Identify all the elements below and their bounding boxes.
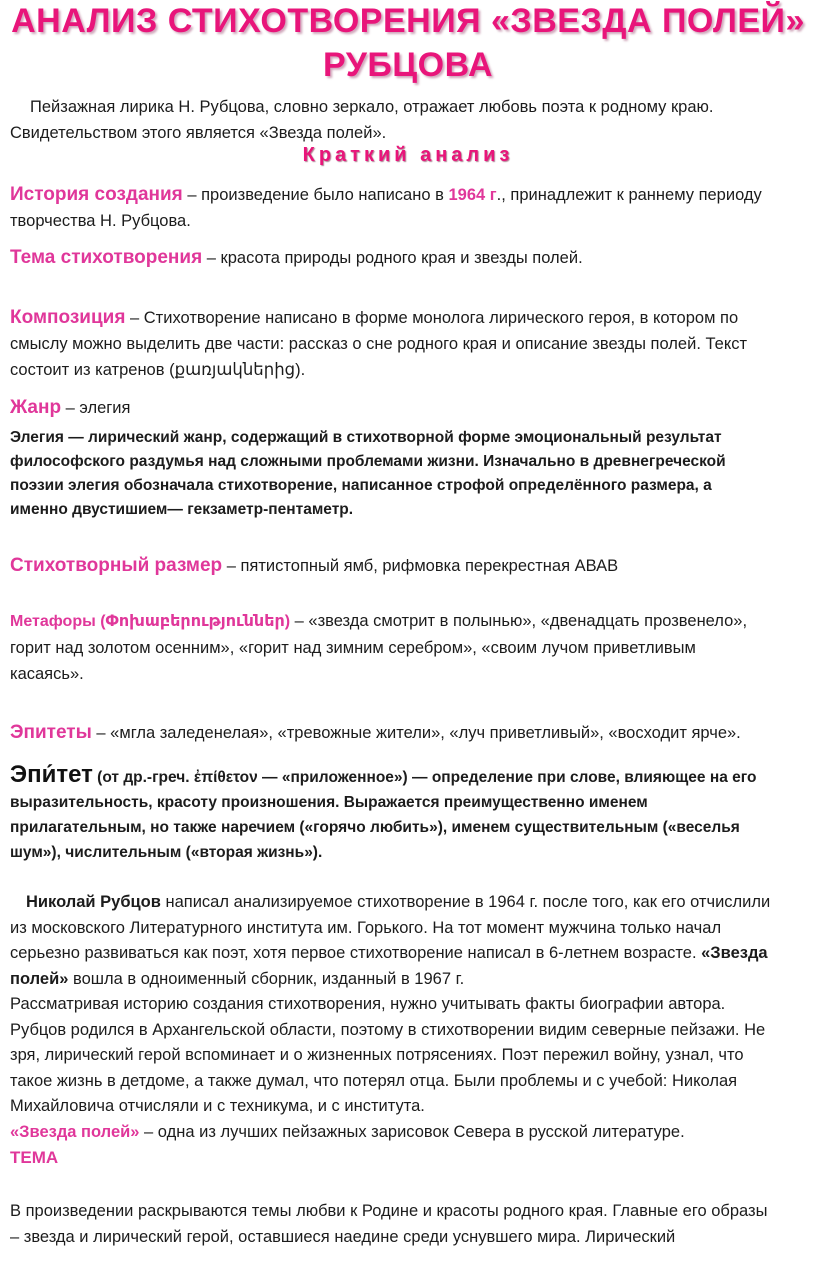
title-line-1: АНАЛИЗ СТИХОТВОРЕНИЯ «ЗВЕЗДА ПОЛЕЙ»: [11, 2, 805, 40]
meter-label: Стихотворный размер: [10, 555, 223, 576]
meter-text: – пятистопный ямб, рифмовка перекрестная АВАВ: [222, 557, 619, 575]
history-line-2: творчества Н. Рубцова.: [10, 212, 191, 230]
history-text-b: ., принадлежит к раннему периоду: [496, 186, 762, 204]
story-line-5: Рассматривая историю создания стихотворения, нужно учитывать факты биографии автора.: [10, 995, 726, 1013]
theme-text: – красота природы родного края и звезды полей.: [202, 249, 583, 267]
epithet-line-3: прилагательным, но также наречием («горячо любить»), именем существительным («веселья: [10, 819, 740, 836]
closing-line-1: В произведении раскрываются темы любви к Родине и красоты родного края. Главные его образы: [10, 1202, 768, 1220]
metaphors-section: [10, 608, 815, 687]
epithets-label: Эпитеты: [10, 722, 92, 743]
story-line-4a: полей»: [10, 969, 69, 988]
composition-line-1: – Стихотворение написано в форме монолога лирического героя, в котором по: [125, 309, 739, 327]
story-line-6: Рубцов родился в Архангельской области, поэтому в стихотворении видим северные пейзажи. Не: [10, 1020, 766, 1039]
epithet-definition: [10, 762, 815, 865]
story-line-2: из московского Литературного института им. Горького. На тот момент мужчина только начал: [10, 918, 722, 937]
story-line-7: зря, лирический герой вспоминает и о жизненных потрясениях. Поэт пережил войну, узнал, что: [10, 1046, 744, 1064]
story-line-3b: «Звезда: [701, 944, 768, 962]
theme-label: Тема стихотворения: [10, 247, 203, 268]
epithet-line-1: (от др.-греч. ἐπίθετον — «приложенное») — определение при слове, влияющее на его: [92, 769, 757, 786]
elegy-definition: [10, 426, 815, 522]
title-line-2: РУБЦОВА: [322, 46, 493, 84]
history-text-a: – произведение было написано в: [182, 186, 449, 204]
story-author: Николай Рубцов: [26, 893, 161, 911]
epithet-line-4: шум»), числительным («вторая жизнь»).: [10, 844, 323, 861]
elegy-term: Элегия: [10, 429, 64, 446]
intro-line-2: Свидетельством этого является «Звезда полей».: [10, 124, 387, 142]
composition-section: [10, 305, 815, 383]
story-paragraph: [10, 890, 815, 1145]
composition-line-3: состоит из катренов (քառյակներից).: [10, 361, 306, 379]
meter-section: [10, 553, 810, 579]
closing-line-2: – звезда и лирический герой, оставшиеся наедине среди уснувшего мира. Лирический: [10, 1228, 676, 1246]
brief-analysis-heading: Краткий анализ: [302, 144, 514, 166]
composition-label: Композиция: [10, 307, 126, 328]
composition-line-2: смыслу можно выделить две части: рассказ о сне родного края и описание звезды полей. Текст: [10, 335, 748, 353]
history-label: История создания: [10, 184, 183, 205]
elegy-line-2: философского раздумья над сложными проблемами жизни. Изначально в древнегреческой: [10, 453, 726, 470]
page-title-2: [0, 46, 816, 85]
intro-paragraph: [10, 94, 810, 146]
story-line-3a: серьезно развиваться как поэт, хотя первое стихотворение написал в 6-летнем возрасте.: [10, 944, 702, 962]
metaphors-label: Метафоры (Փոխաբերություններ): [10, 613, 291, 630]
story-line-9: Михайловича отчисляли и с техникума, и с института.: [10, 1097, 425, 1115]
genre-label: Жанр: [10, 397, 62, 418]
epithets-text: – «мгла заледенелая», «тревожные жители», «луч приветливый», «восходит ярче».: [91, 724, 741, 742]
epithets-section: [10, 720, 815, 746]
metaphors-line-2: горит над золотом осенним», «горит над зимним серебром», «своим лучом приветливым: [10, 639, 696, 657]
history-section: [10, 182, 815, 234]
story-line-10b: – одна из лучших пейзажных зарисовок Севера в русской литературе.: [139, 1122, 685, 1141]
story-line-4b: вошла в одноименный сборник, изданный в 1967 г.: [68, 969, 465, 988]
story-line-1: написал анализируемое стихотворение в 1964 г. после того, как его отчислили: [160, 893, 771, 911]
epithet-term: Эпи́тет: [10, 761, 93, 788]
metaphors-line-3: касаясь».: [10, 665, 84, 683]
tema-heading: ТЕМА: [10, 1148, 59, 1167]
elegy-line-1: — лирический жанр, содержащий в стихотворной форме эмоциональный результат: [63, 429, 722, 446]
story-line-8: такое жизнь в детдоме, а также думал, что потерял отца. Были проблемы и с учебой: Николая: [10, 1071, 738, 1090]
page-title: [0, 2, 816, 41]
genre-text: – элегия: [61, 399, 131, 417]
intro-line-1: Пейзажная лирика Н. Рубцова, словно зеркало, отражает любовь поэта к родному краю.: [30, 98, 714, 116]
story-line-10a: «Звезда полей»: [10, 1122, 140, 1141]
metaphors-line-1: – «звезда смотрит в полынью», «двенадцать прозвенело»,: [290, 612, 748, 630]
history-year: 1964 г: [448, 186, 497, 204]
epithet-line-2: выразительность, красоту произношения. Выражается преимущественно именем: [10, 794, 648, 811]
genre-section: [10, 395, 810, 421]
closing-paragraph: [10, 1198, 815, 1250]
theme-section: [10, 245, 810, 271]
elegy-line-4: именно двустишием— гекзаметр-пентаметр.: [10, 501, 354, 518]
elegy-line-3: поэзии элегия обозначала стихотворение, написанное строфой определённого размера, а: [10, 477, 712, 494]
